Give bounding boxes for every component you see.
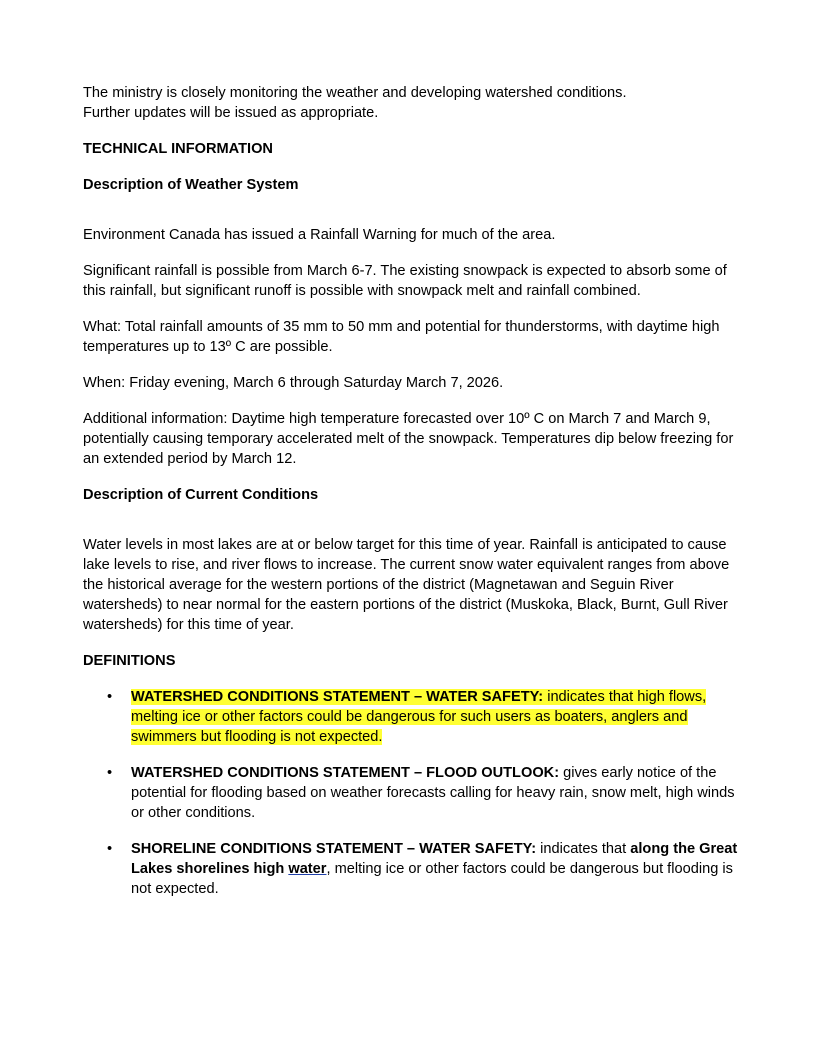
definition-term: SHORELINE CONDITIONS STATEMENT – WATER SAFETY:	[131, 841, 537, 857]
weather-paragraph-5: Additional information: Daytime high temperature forecasted over 10º C on March 7 and March 9, potentially causing temporary accelerated melt of the snowpack. Temperatures dip below freezing for an extended period by March 12.	[83, 411, 734, 467]
intro-line-1: The ministry is closely monitoring the weather and developing watershed conditions.	[83, 85, 627, 101]
bullet-icon: •	[107, 841, 113, 857]
list-item	[83, 687, 743, 747]
list-item	[83, 839, 743, 899]
definition-term: WATERSHED CONDITIONS STATEMENT – WATER SAFETY:	[131, 689, 544, 705]
bullet-icon: •	[107, 765, 113, 781]
conditions-heading: Description of Current Conditions	[83, 487, 319, 503]
definition-text: indicates that	[536, 841, 631, 857]
intro-line-2: Further updates will be issued as appropriate.	[83, 105, 379, 121]
document-page	[83, 83, 743, 915]
definition-term: WATERSHED CONDITIONS STATEMENT – FLOOD OUTLOOK:	[131, 765, 560, 781]
list-item	[83, 763, 743, 823]
conditions-paragraph: Water levels in most lakes are at or below target for this time of year. Rainfall is anticipated to cause lake levels to rise, and river flows to increase. The current snow water equivalent ranges from above the historical average for the western portions of the district (Magnetawan and Seguin River watersheds) to near normal for the eastern portions of the district (Muskoka, Black, Burnt, Gull River watersheds) for this time of year.	[83, 537, 730, 633]
weather-paragraph-4: When: Friday evening, March 6 through Saturday March 7, 2026.	[83, 375, 504, 391]
definition-emphasis: along the Great Lakes shorelines high	[131, 841, 738, 877]
definitions-heading: DEFINITIONS	[83, 653, 176, 669]
water-link[interactable]: water	[288, 861, 327, 877]
definition-text: indicates that high flows, melting ice or other factors could be dangerous for such users as boaters, anglers and swimmers but flooding is not expected.	[131, 689, 707, 745]
definitions-list	[83, 687, 743, 899]
weather-heading: Description of Weather System	[83, 177, 299, 193]
intro-paragraph	[83, 83, 743, 123]
weather-paragraph-3: What: Total rainfall amounts of 35 mm to 50 mm and potential for thunderstorms, with daytime high temperatures up to 13º C are possible.	[83, 319, 720, 355]
definition-text: gives early notice of the potential for flooding based on weather forecasts calling for heavy rain, snow melt, high winds or other conditions.	[131, 765, 735, 821]
weather-paragraph-1: Environment Canada has issued a Rainfall Warning for much of the area.	[83, 227, 556, 243]
definition-text-end: , melting ice or other factors could be dangerous but flooding is not expected.	[131, 861, 733, 897]
technical-heading: TECHNICAL INFORMATION	[83, 141, 273, 157]
weather-paragraph-2: Significant rainfall is possible from March 6-7. The existing snowpack is expected to absorb some of this rainfall, but significant runoff is possible with snowpack melt and rainfall combined.	[83, 263, 727, 299]
bullet-icon: •	[107, 689, 113, 705]
